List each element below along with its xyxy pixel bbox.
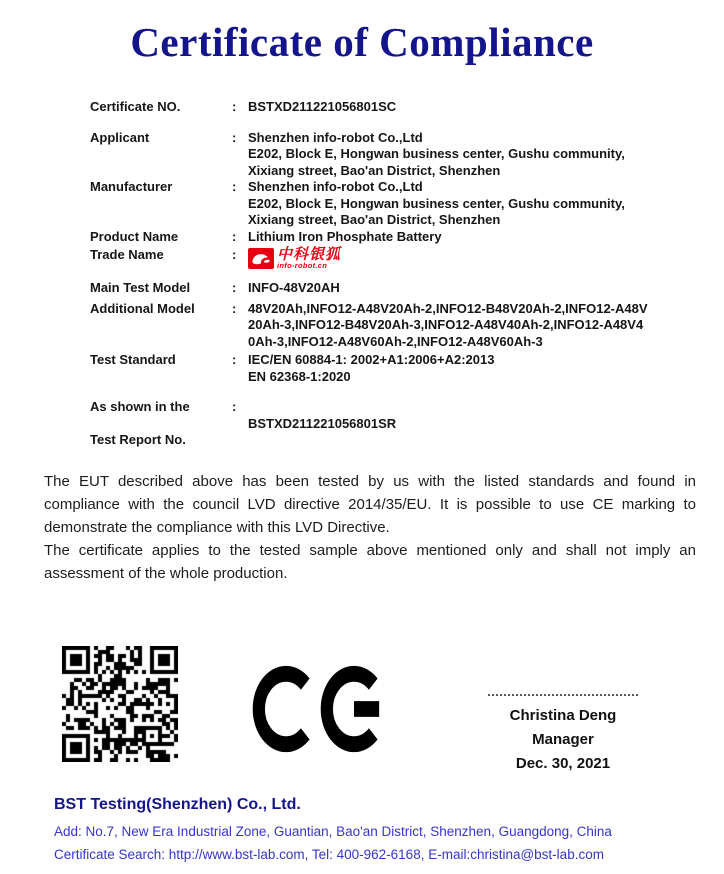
trade-name-logo-text	[277, 247, 341, 270]
test-standard-line2: EN 62368-1:2020	[248, 368, 351, 384]
field-label-test-report-no: Test Report No.	[90, 432, 186, 447]
statement-paragraph-2: The certificate applies to the tested sample above mentioned only and shall not imply an assessment of the whole production.	[44, 542, 696, 582]
trade-name-chinese: 中科银狐	[277, 246, 342, 263]
field-label-trade-name: Trade Name	[90, 247, 164, 262]
ce-mark-icon	[252, 665, 388, 753]
row-test-standard	[90, 352, 680, 385]
telephone-segment: , Tel: 400-962-6168, E-mail:	[304, 847, 471, 862]
additional-model-line3: 0Ah-3,INFO12-A48V60Ah-2,INFO12-A48V60Ah-3	[248, 333, 543, 349]
signatory-role: Manager	[532, 731, 594, 748]
main-test-model-value: INFO-48V20AH	[248, 280, 340, 295]
info-robot-fox-logo-icon	[248, 248, 274, 269]
colon-separator: :	[232, 228, 237, 244]
field-label-certificate-no: Certificate NO.	[90, 99, 181, 114]
email-link[interactable]: christina@bst-lab.com	[470, 847, 604, 862]
certificate-search-line	[54, 847, 694, 862]
applicant-address-line1: E202, Block E, Hongwan business center, Gushu community,	[248, 146, 625, 161]
colon-separator: :	[232, 352, 237, 367]
additional-model-line2: 20Ah-3,INFO12-B48V20Ah-3,INFO12-A48V40Ah-2,INFO12-A48V4	[248, 317, 644, 332]
trade-name-domain: info-robot.cn	[277, 261, 328, 270]
value-spacer	[248, 399, 680, 416]
manufacturer-address-line1: E202, Block E, Hongwan business center, Gushu community,	[248, 195, 625, 211]
colon-separator: :	[232, 179, 237, 194]
row-applicant	[90, 130, 680, 180]
field-label-test-standard: Test Standard	[90, 352, 176, 367]
signatory-name: Christina Deng	[509, 707, 617, 724]
colon-separator: :	[232, 300, 237, 316]
product-name-value: Lithium Iron Phosphate Battery	[248, 228, 442, 244]
test-standard-line1: IEC/EN 60884-1: 2002+A1:2006+A2:2013	[248, 352, 495, 367]
field-label-main-test-model: Main Test Model	[90, 280, 191, 295]
row-additional-model	[90, 301, 680, 351]
row-trade-name	[90, 247, 680, 270]
details-section	[90, 99, 680, 449]
colon-separator: :	[232, 247, 237, 262]
row-manufacturer	[90, 179, 680, 229]
signature-line	[488, 694, 638, 696]
row-product-name	[90, 229, 680, 246]
colon-separator: :	[232, 129, 237, 145]
row-main-test-model	[90, 280, 680, 297]
field-label-as-shown: As shown in the	[90, 399, 190, 414]
field-label-manufacturer: Manufacturer	[90, 179, 173, 194]
statement-paragraph-1: The EUT described above has been tested by us with the listed standards and found in compliance with the council LVD directive 2014/35/EU. It is possible to use CE marking to demonstrate the compliance with this LVD Directive.	[44, 473, 696, 536]
manufacturer-address-line2: Xixiang street, Bao'an District, Shenzhen	[248, 212, 501, 227]
issuer-address: Add: No.7, New Era Industrial Zone, Guantian, Bao'an District, Shenzhen, Guangdong, China	[54, 824, 612, 839]
certificate-search-url-link[interactable]: http://www.bst-lab.com	[168, 847, 305, 862]
colon-separator: :	[232, 99, 237, 114]
field-label-product-name: Product Name	[90, 228, 179, 244]
certificate-search-label: Certificate Search:	[54, 847, 169, 862]
row-test-report-no	[90, 399, 680, 449]
certificate-title: Certificate of Compliance	[130, 19, 594, 65]
test-report-number-value: BSTXD211221056801SR	[248, 415, 397, 431]
footer	[54, 796, 694, 862]
row-certificate-no	[90, 99, 680, 116]
colon-separator: :	[232, 399, 237, 414]
additional-model-line1: 48V20Ah,INFO12-A48V20Ah-2,INFO12-B48V20Ah-2,INFO12-A48V	[248, 300, 648, 316]
signature-date: Dec. 30, 2021	[515, 755, 611, 772]
applicant-address-line2: Xixiang street, Bao'an District, Shenzhen	[248, 162, 501, 178]
signature-block	[478, 694, 648, 776]
label-spacer	[90, 416, 232, 433]
applicant-name: Shenzhen info-robot Co.,Ltd	[248, 129, 423, 145]
manufacturer-name: Shenzhen info-robot Co.,Ltd	[248, 179, 423, 194]
field-label-additional-model: Additional Model	[90, 300, 195, 316]
field-label-applicant: Applicant	[90, 129, 150, 145]
colon-separator: :	[232, 280, 237, 295]
compliance-statement	[44, 470, 696, 585]
qr-code	[62, 646, 178, 762]
issuer-company-name: BST Testing(Shenzhen) Co., Ltd.	[54, 796, 301, 813]
certificate-number-value: BSTXD211221056801SC	[248, 99, 397, 114]
